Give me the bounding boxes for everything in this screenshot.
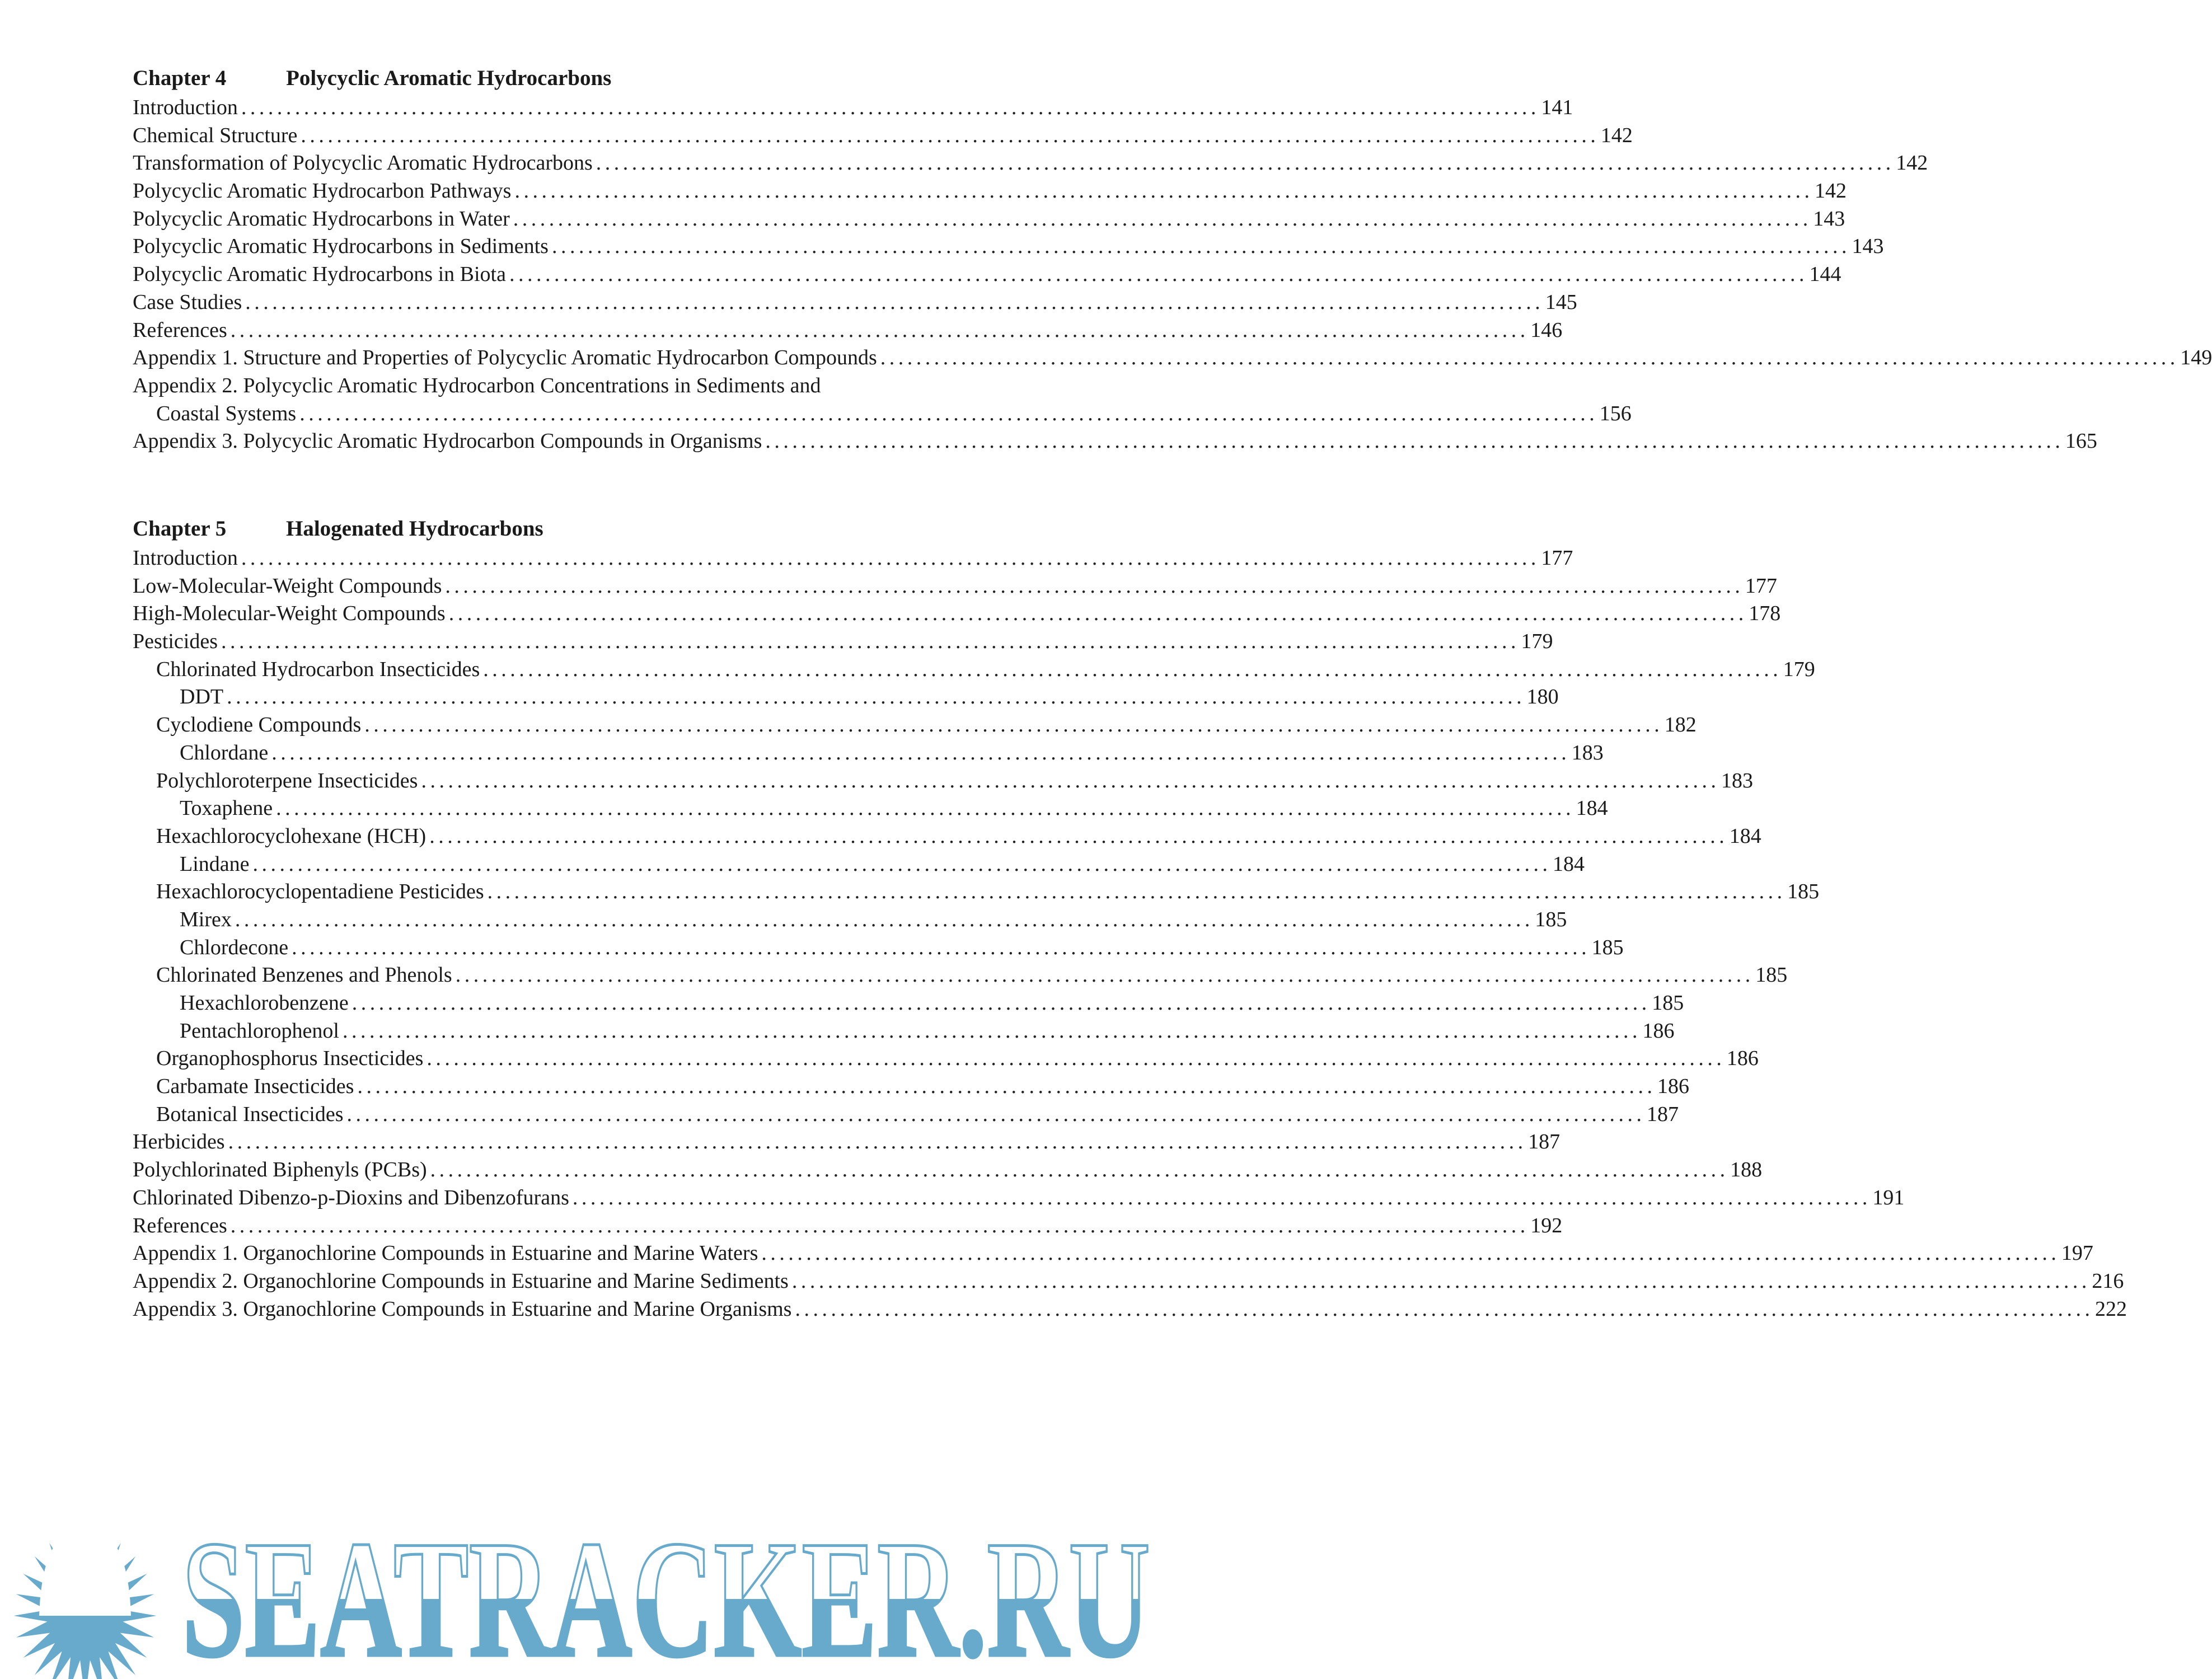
dot-leader bbox=[231, 317, 1526, 345]
toc-entry[interactable] bbox=[133, 823, 1761, 851]
page-number: 186 bbox=[1642, 1019, 1675, 1043]
toc-entries bbox=[133, 94, 2212, 456]
toc-entry[interactable] bbox=[133, 1268, 2124, 1296]
seatracker-watermark-logo bbox=[0, 1506, 1175, 1679]
dot-leader bbox=[228, 1128, 1524, 1156]
toc-entry[interactable] bbox=[133, 1240, 2093, 1268]
entry-title: Appendix 2. Organochlorine Compounds in Estuarine and Marine Sediments bbox=[133, 1269, 789, 1293]
dot-leader bbox=[364, 711, 1660, 739]
toc-entry[interactable] bbox=[133, 934, 1624, 962]
page-number: 184 bbox=[1729, 824, 1761, 848]
toc-entry[interactable] bbox=[133, 317, 1563, 345]
entry-title: Mirex bbox=[180, 907, 232, 931]
dot-leader bbox=[429, 823, 1724, 851]
entry-title: References bbox=[133, 318, 227, 342]
dot-leader bbox=[573, 1184, 1868, 1212]
page-number: 183 bbox=[1571, 740, 1604, 765]
entry-title: Chlorinated Hydrocarbon Insecticides bbox=[156, 657, 480, 681]
entry-title: Chlordecone bbox=[180, 935, 289, 959]
toc-entry[interactable] bbox=[133, 372, 1052, 400]
entry-title: Hexachlorocyclohexane (HCH) bbox=[156, 824, 427, 848]
toc-entry[interactable] bbox=[133, 1184, 1905, 1212]
toc-entry[interactable] bbox=[133, 1128, 1560, 1156]
entry-title: Chlorinated Benzenes and Phenols bbox=[156, 963, 452, 987]
dot-leader bbox=[552, 233, 1847, 261]
page-number: 197 bbox=[2061, 1241, 2093, 1265]
page-number: 177 bbox=[1745, 574, 1777, 598]
dot-leader bbox=[445, 573, 1740, 601]
dot-leader bbox=[488, 878, 1783, 906]
page-number: 185 bbox=[1591, 935, 1624, 959]
dot-leader bbox=[596, 149, 1891, 177]
page-number: 192 bbox=[1530, 1213, 1563, 1237]
watermark-text: SEATRACKER.RU bbox=[182, 1506, 1150, 1679]
dot-leader bbox=[421, 767, 1716, 795]
entry-title: Case Studies bbox=[133, 290, 242, 314]
dot-leader bbox=[792, 1268, 2087, 1296]
page-number: 143 bbox=[1813, 207, 1845, 231]
entry-title: Coastal Systems bbox=[156, 401, 297, 425]
page-number: 144 bbox=[1809, 262, 1841, 287]
page-number: 143 bbox=[1852, 235, 1884, 259]
entry-title: Chlordane bbox=[180, 740, 269, 765]
dot-leader bbox=[245, 289, 1540, 317]
entry-title: Pentachlorophenol bbox=[180, 1019, 339, 1043]
toc-entry[interactable] bbox=[133, 962, 1788, 989]
dot-leader bbox=[241, 545, 1536, 573]
toc-entry[interactable] bbox=[133, 261, 1841, 289]
page-number: 146 bbox=[1530, 318, 1563, 342]
toc-entry[interactable] bbox=[133, 878, 1820, 906]
toc-entry[interactable] bbox=[133, 1156, 1763, 1184]
entry-title: Appendix 3. Organochlorine Compounds in Estuarine and Marine Organisms bbox=[133, 1297, 792, 1321]
toc-entry[interactable] bbox=[133, 573, 1777, 601]
page-number: 184 bbox=[1553, 852, 1585, 876]
toc-entry[interactable] bbox=[133, 1073, 1689, 1101]
entry-title: Polycyclic Aromatic Hydrocarbons in Water bbox=[133, 207, 510, 231]
dot-leader bbox=[221, 628, 1516, 656]
page-number: 187 bbox=[1647, 1102, 1679, 1126]
page-number: 186 bbox=[1657, 1075, 1689, 1099]
toc-entry[interactable] bbox=[133, 1017, 1675, 1045]
page-number: 179 bbox=[1521, 630, 1553, 654]
toc-entry[interactable] bbox=[133, 545, 1573, 573]
entry-title: Polycyclic Aromatic Hydrocarbon Pathways bbox=[133, 179, 512, 203]
dot-leader bbox=[795, 1296, 2090, 1324]
dot-leader bbox=[513, 205, 1808, 233]
entry-title: Lindane bbox=[180, 852, 250, 876]
dot-leader bbox=[483, 656, 1778, 684]
page-number: 165 bbox=[2065, 429, 2097, 453]
toc-entries bbox=[133, 545, 2127, 1323]
page-number: 183 bbox=[1721, 768, 1753, 792]
entry-title: Hexachlorocyclopentadiene Pesticides bbox=[156, 880, 484, 904]
dot-leader bbox=[301, 122, 1596, 150]
page-number: 142 bbox=[1814, 179, 1847, 203]
dot-leader bbox=[449, 600, 1744, 628]
dot-leader bbox=[241, 94, 1536, 122]
page-number: 142 bbox=[1600, 123, 1633, 147]
entry-title: Appendix 2. Polycyclic Aromatic Hydrocarbon Concentrations in Sediments and bbox=[133, 373, 821, 397]
page-number: 216 bbox=[2092, 1269, 2124, 1293]
dot-leader bbox=[430, 1156, 1726, 1184]
chapter-heading bbox=[133, 506, 1052, 545]
page-number: 142 bbox=[1896, 151, 1928, 175]
page-number: 185 bbox=[1787, 880, 1820, 904]
entry-title: Appendix 1. Organochlorine Compounds in Estuarine and Marine Waters bbox=[133, 1241, 758, 1265]
toc-entry[interactable] bbox=[133, 711, 1697, 739]
chapter-number: Chapter 4 bbox=[133, 66, 227, 90]
page-number: 185 bbox=[1755, 963, 1788, 987]
toc-entry[interactable] bbox=[133, 989, 1684, 1017]
dot-leader bbox=[352, 989, 1647, 1017]
dot-leader bbox=[456, 962, 1751, 989]
dot-leader bbox=[231, 1212, 1526, 1240]
dot-leader bbox=[427, 1045, 1722, 1073]
entry-title: Organophosphorus Insecticides bbox=[156, 1047, 424, 1071]
toc-entry[interactable] bbox=[133, 149, 1928, 177]
dot-leader bbox=[299, 400, 1595, 428]
entry-title: Herbicides bbox=[133, 1130, 225, 1154]
entry-title: Chemical Structure bbox=[133, 123, 298, 147]
page-number: 191 bbox=[1872, 1185, 1905, 1209]
toc-entry[interactable] bbox=[133, 906, 1567, 934]
entry-title: Appendix 3. Polycyclic Aromatic Hydrocarbon Compounds in Organisms bbox=[133, 429, 762, 453]
page-number: 187 bbox=[1528, 1130, 1560, 1154]
chapter-title: Polycyclic Aromatic Hydrocarbons bbox=[286, 66, 612, 90]
toc-entry[interactable] bbox=[133, 767, 1753, 795]
sun-icon bbox=[14, 1528, 157, 1679]
dot-leader bbox=[880, 344, 2176, 372]
entry-title: Polychlorinated Biphenyls (PCBs) bbox=[133, 1158, 427, 1182]
page-number: 178 bbox=[1749, 602, 1781, 626]
chapter-title: Halogenated Hydrocarbons bbox=[286, 517, 543, 541]
page-number: 222 bbox=[2094, 1297, 2127, 1321]
chapter-4-toc bbox=[133, 56, 2212, 456]
page-number: 188 bbox=[1730, 1158, 1763, 1182]
toc-entry[interactable] bbox=[133, 1296, 2127, 1324]
page-number: 141 bbox=[1541, 96, 1573, 119]
dot-leader bbox=[514, 177, 1810, 205]
entry-title: Cyclodiene Compounds bbox=[156, 713, 362, 737]
dot-leader bbox=[276, 795, 1571, 823]
dot-leader bbox=[253, 851, 1548, 879]
dot-leader bbox=[343, 1017, 1638, 1045]
dot-leader bbox=[227, 683, 1522, 711]
page-number: 184 bbox=[1576, 796, 1608, 820]
entry-title: Chlorinated Dibenzo-p-Dioxins and Dibenzofurans bbox=[133, 1185, 569, 1209]
toc-entry[interactable] bbox=[133, 428, 2097, 456]
dot-leader bbox=[292, 934, 1587, 962]
entry-title: Introduction bbox=[133, 546, 238, 570]
toc-entry[interactable] bbox=[133, 739, 1604, 767]
toc-entry[interactable] bbox=[133, 1101, 1679, 1129]
entry-title: Polycyclic Aromatic Hydrocarbons in Sediments bbox=[133, 235, 549, 259]
entry-title: Introduction bbox=[133, 96, 238, 119]
dot-leader bbox=[271, 739, 1567, 767]
toc-entry[interactable] bbox=[133, 851, 1585, 879]
toc-entry[interactable] bbox=[133, 344, 2212, 372]
entry-title: Polycyclic Aromatic Hydrocarbons in Biota bbox=[133, 262, 506, 287]
entry-title: Hexachlorobenzene bbox=[180, 991, 349, 1015]
page-number: 185 bbox=[1535, 907, 1567, 931]
toc-entry[interactable] bbox=[133, 1212, 1563, 1240]
page-number: 185 bbox=[1652, 991, 1684, 1015]
page-number: 145 bbox=[1545, 290, 1577, 314]
page-number: 179 bbox=[1783, 657, 1815, 681]
toc-entry[interactable] bbox=[133, 656, 1815, 684]
toc-entry[interactable] bbox=[133, 205, 1845, 233]
entry-title: DDT bbox=[180, 685, 224, 709]
page-number: 186 bbox=[1726, 1047, 1759, 1071]
entry-title: Low-Molecular-Weight Compounds bbox=[133, 574, 442, 598]
toc-entry[interactable] bbox=[133, 289, 1577, 317]
page-number: 156 bbox=[1599, 401, 1632, 425]
entry-title: Botanical Insecticides bbox=[156, 1102, 344, 1126]
toc-entry[interactable] bbox=[133, 122, 1633, 150]
entry-title: Toxaphene bbox=[180, 796, 273, 820]
dot-leader bbox=[509, 261, 1805, 289]
page-number: 177 bbox=[1541, 546, 1573, 570]
toc-entry[interactable] bbox=[133, 628, 1553, 656]
toc-entry[interactable] bbox=[133, 600, 1781, 628]
entry-title: Pesticides bbox=[133, 630, 218, 654]
dot-leader bbox=[765, 428, 2060, 456]
entry-title: References bbox=[133, 1213, 227, 1237]
toc-entry[interactable] bbox=[133, 400, 1632, 428]
dot-leader bbox=[357, 1073, 1652, 1101]
entry-title: Polychloroterpene Insecticides bbox=[156, 768, 418, 792]
chapter-number: Chapter 5 bbox=[133, 517, 227, 541]
toc-entry[interactable] bbox=[133, 177, 1847, 205]
page-number: 180 bbox=[1526, 685, 1559, 709]
dot-leader bbox=[235, 906, 1530, 934]
chapter-heading bbox=[133, 56, 1052, 94]
dot-leader bbox=[761, 1240, 2056, 1268]
entry-title: High-Molecular-Weight Compounds bbox=[133, 602, 446, 626]
entry-title: Appendix 1. Structure and Properties of Polycyclic Aromatic Hydrocarbon Compounds bbox=[133, 346, 877, 370]
dot-leader bbox=[347, 1101, 1642, 1129]
page-number: 149 bbox=[2180, 346, 2212, 370]
toc-entry[interactable] bbox=[133, 1045, 1759, 1073]
chapter-5-toc bbox=[133, 506, 2127, 1323]
entry-title: Transformation of Polycyclic Aromatic Hydrocarbons bbox=[133, 151, 593, 175]
toc-entry[interactable] bbox=[133, 683, 1559, 711]
page-number: 182 bbox=[1664, 713, 1697, 737]
toc-entry[interactable] bbox=[133, 795, 1608, 823]
entry-title: Carbamate Insecticides bbox=[156, 1075, 354, 1099]
toc-entry[interactable] bbox=[133, 94, 1573, 122]
toc-entry[interactable] bbox=[133, 233, 1884, 261]
